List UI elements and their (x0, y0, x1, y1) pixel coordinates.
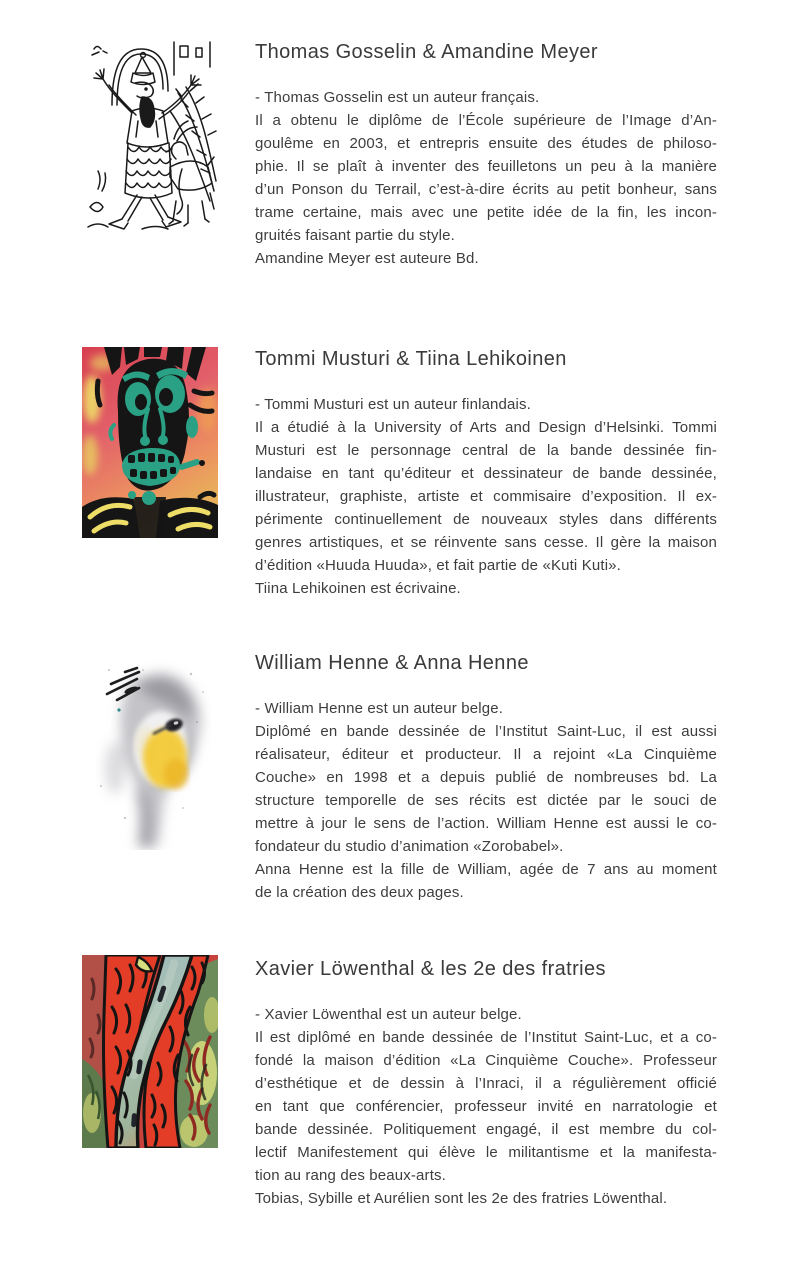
bio-line: Il a étudié à la University of Arts and Design d’Helsinki. Tommi (255, 419, 717, 436)
bio-line: structure temporelle de ses récits est dictée par le souci de (255, 792, 717, 809)
entry-bio (255, 1003, 717, 1210)
entry-bio (255, 86, 717, 270)
bio-line: d’un Ponson du Terrail, c’est-à-dire écrits au petit bonheur, sans (255, 181, 717, 198)
entry-text (255, 651, 717, 904)
bio-line: trame certaine, mais avec une petite idée de la fin, les incon- (255, 204, 717, 221)
bio-line: genres artistiques, et se réinvente sans cesse. Il gère la maison (255, 534, 717, 551)
entry-bio (255, 697, 717, 904)
bio-line: Musturi est le personnage central de la bande dessinée fin- (255, 442, 717, 459)
bio-line: - Tommi Musturi est un auteur finlandais. (255, 396, 531, 413)
entry-text (255, 957, 717, 1210)
bio-line: illustrateur, graphiste, artiste et commisaire d’exposition. Il ex- (255, 488, 717, 505)
bio-line: Diplômé en bande dessinée de l’Institut Saint-Luc, il est aussi (255, 723, 717, 740)
entry-title: Tommi Musturi & Tiina Lehikoinen (255, 348, 567, 370)
charcoal-sketch-svg (79, 648, 219, 850)
bio-line: fondateur du studio d’animation «Zorobabel». (255, 838, 564, 855)
linocut-face-svg (82, 347, 218, 538)
bio-line: - Xavier Löwenthal est un auteur belge. (255, 1006, 522, 1023)
bio-line: d’édition «Huuda Huuda», et fait partie de «Kuti Kuti». (255, 557, 621, 574)
bio-line: goulême en 2003, et entrepris ensuite des études de philoso- (255, 135, 717, 152)
bio-line: en tant que conférencier, professeur invité en narratologie et (255, 1098, 717, 1115)
bio-line: mettre à jour le sens de l’action. William Henne est aussi le co- (255, 815, 717, 832)
illustration-henne (79, 648, 219, 850)
bio-line: Tobias, Sybille et Aurélien sont les 2e des fratries Löwenthal. (255, 1190, 668, 1207)
bio-line: Tiina Lehikoinen est écrivaine. (255, 580, 461, 597)
illustration-musturi (82, 347, 218, 538)
bio-line: Anna Henne est la fille de William, agée de 7 ans au moment (255, 861, 717, 878)
bio-line: Couche» en 1998 et a depuis publié de nombreuses bd. La (255, 769, 717, 786)
bio-line: bande dessinée. Politiquement engagé, il est membre du col- (255, 1121, 717, 1138)
illustration-lowenthal (82, 955, 218, 1148)
bio-line: Amandine Meyer est auteure Bd. (255, 250, 479, 267)
illustration-gosselin (82, 41, 218, 234)
bio-line: périmente continuellement de nouveaux styles dans différents (255, 511, 717, 528)
entry-bio (255, 393, 717, 600)
bio-line: gruités faisant partie du style. (255, 227, 455, 244)
bio-line: - William Henne est un auteur belge. (255, 700, 504, 717)
man-with-goat-drawing-svg (82, 41, 218, 234)
entry-text (255, 40, 717, 270)
bio-line: - Thomas Gosselin est un auteur français. (255, 89, 540, 106)
entry-title: Thomas Gosselin & Amandine Meyer (255, 41, 598, 63)
entry-title: William Henne & Anna Henne (255, 652, 529, 674)
bio-line: réalisateur, éditeur et producteur. Il a rejoint «La Cinquième (255, 746, 717, 763)
bio-line: phie. Il se plaît à inventer des feuilletons un peu à la manière (255, 158, 717, 175)
bio-line: Il a obtenu le diplôme de l’École supérieure de l’Image d’An- (255, 112, 717, 129)
bio-line: tion au rang des beaux-arts. (255, 1167, 446, 1184)
bio-line: d’esthétique et de dessin à l’Inraci, il a régulièrement officié (255, 1075, 717, 1092)
bio-line: Il est diplômé en bande dessinée de l’Institut Saint-Luc, et a co- (255, 1029, 717, 1046)
bio-line: lectif Manifestement qui élève le militantisme et la manifesta- (255, 1144, 717, 1161)
entry-text (255, 347, 717, 600)
red-trunks-stream-svg (82, 955, 218, 1148)
bio-line: fondé la maison d’édition «La Cinquième Couche». Professeur (255, 1052, 717, 1069)
bio-line: de la création des deux pages. (255, 884, 464, 901)
bio-line: landaise en tant qu’éditeur et dessinateur de bande dessinée, (255, 465, 717, 482)
entry-title: Xavier Löwenthal & les 2e des fratries (255, 958, 606, 980)
